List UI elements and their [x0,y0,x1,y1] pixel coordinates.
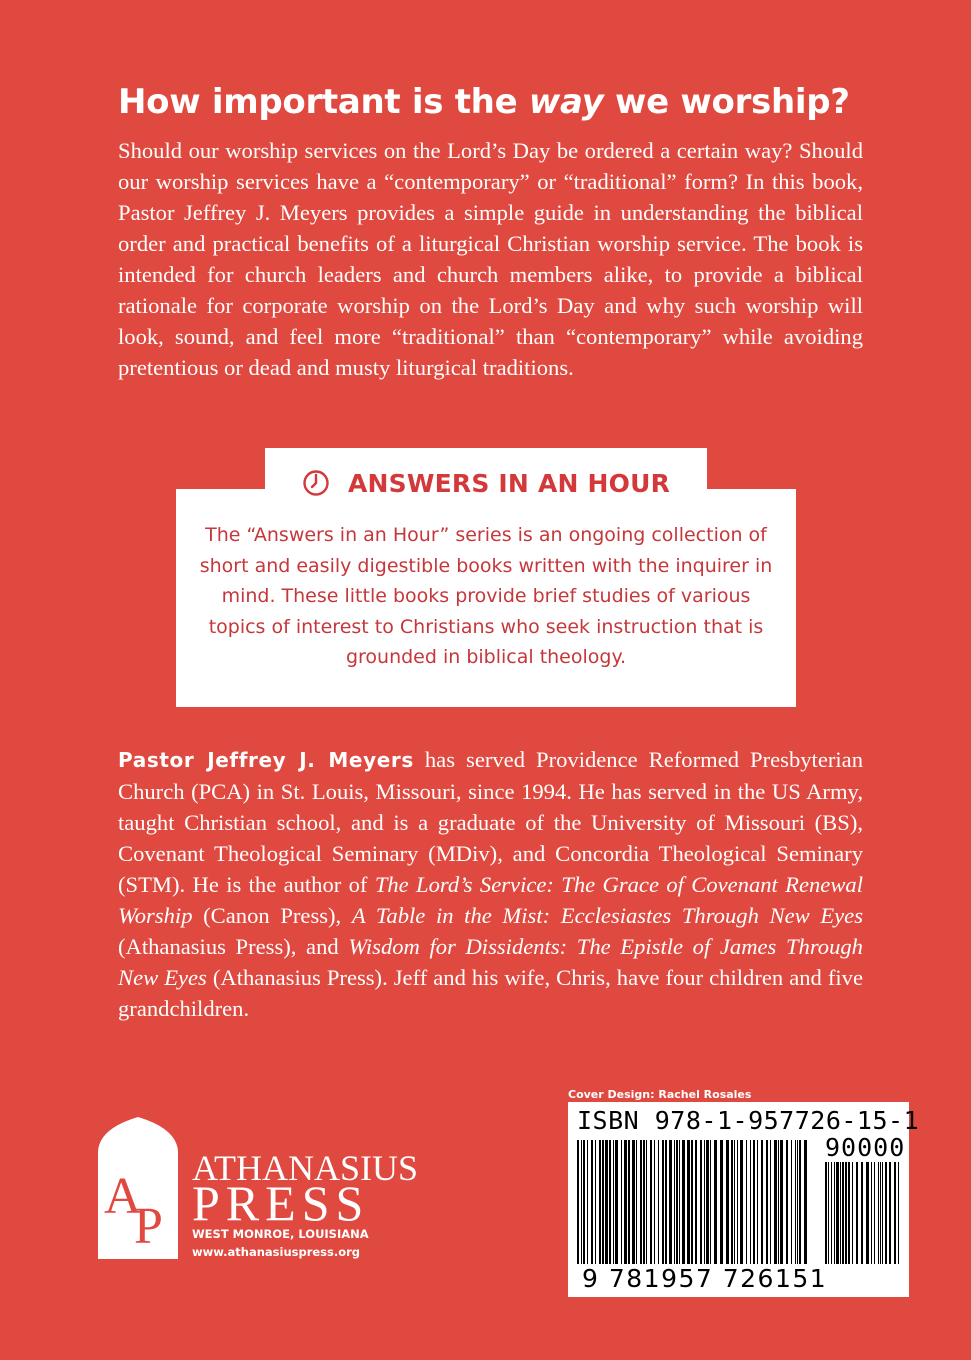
barcode-bar [804,1140,807,1264]
barcode-bar [628,1140,630,1264]
barcode-bar [605,1140,608,1264]
price-bar [885,1162,887,1264]
barcode-bar [691,1140,693,1264]
price-bar [871,1162,872,1264]
barcode-bar [643,1140,645,1264]
barcode-bar [676,1140,678,1264]
barcode-bar [737,1140,738,1264]
barcode-bar [731,1140,733,1264]
headline-part-1: How important is the [118,82,529,122]
headline-emphasis: way [528,82,604,122]
barcode-bar [761,1140,763,1264]
barcode-bar [770,1140,771,1264]
barcode-bar [650,1140,652,1264]
barcode-bar [757,1140,758,1264]
price-bar [845,1162,847,1264]
barcode-bar [583,1140,585,1264]
barcode-bar [720,1140,723,1264]
bio-text-2: (Canon Press), [192,903,352,928]
barcode-bar [615,1140,618,1264]
barcode-bar [632,1140,635,1264]
series-description: The “Answers in an Hour” series is an ongoing collection of short and easily digestible books written with the inquirer in mind. These little books provide brief studies of various topics of interest to Christians who seek instruction that is grounded in biblical theology. [199,524,773,668]
barcode-bar [734,1140,735,1264]
barcode-bar [591,1140,593,1264]
price-bar [889,1162,891,1264]
barcode-bar [766,1140,768,1264]
headline [118,82,878,122]
barcode-bar [795,1140,796,1264]
publisher-location: WEST MONROE, LOUISIANA [192,1227,369,1241]
book-title-1: The Lord’s Service: The Grace of Covenant Renewal Worship [118,872,863,928]
barcode-bar [613,1140,614,1264]
price-bar [880,1162,881,1264]
isbn-label: ISBN 978-1-957726-15-1 [577,1106,920,1135]
author-bio [118,744,863,1024]
barcode-bar [665,1140,667,1264]
price-bar [834,1162,835,1264]
series-tab [265,448,707,518]
barcode-bar [780,1140,783,1264]
price-bar [874,1162,875,1264]
publisher-name: ATHANASIUS [192,1148,419,1188]
barcode-bar [700,1140,702,1264]
barcode-bar [726,1140,729,1264]
barcode-bar [706,1140,709,1264]
price-bar [848,1162,850,1264]
logo-letter-p: P [134,1198,163,1255]
barcode-bar [599,1140,601,1264]
price-code: 90000 [825,1133,906,1162]
bio-text-4: (Athanasius Press). Jeff and his wife, Chris, have four children and five grandchildren. [118,965,863,1021]
price-bar [878,1162,879,1264]
barcode-bar [746,1140,747,1264]
bio-text-1: has served Providence Reformed Presbyterian Church (PCA) in St. Louis, Missouri, since 1994. He has served in the US Army, taught Christian school, and is a graduate of the University of Missouri (BS), Covenant Theological Seminary (MDiv), and Concordia Theological Seminary (STM). He is the author of [118,747,863,897]
barcode-bar [714,1140,717,1264]
series-title: ANSWERS IN AN HOUR [347,468,671,498]
barcode-bar [602,1140,604,1264]
book-title-2: A Table in the Mist: Ecclesiastes Through New Eyes [351,903,863,928]
barcode-bar [799,1140,801,1264]
barcode-bar [753,1140,755,1264]
cover-credit: Cover Design: Rachel Rosales [568,1088,752,1101]
barcode-bar [687,1140,690,1264]
price-bar [825,1162,827,1264]
publisher-logo [98,1117,178,1259]
publisher-press: PRESS [192,1175,370,1231]
barcode-bar [679,1140,680,1264]
price-bar [840,1162,841,1264]
clock-icon [302,469,330,497]
bio-text-3: (Athanasius Press), and [118,934,349,959]
price-bar [831,1162,832,1264]
barcode-bar [791,1140,792,1264]
barcode-bar [640,1140,642,1264]
barcode-bar [682,1140,685,1264]
author-name: Pastor Jeffrey J. Meyers [118,748,414,772]
price-bar [828,1162,829,1264]
price-bar [856,1162,858,1264]
barcode-bar [695,1140,697,1264]
book-description: Should our worship services on the Lord’s Day be ordered a certain way? Should our worship services have a “contemporary” or “traditional” form? In this book, Pastor Jeffrey J. Meyers provides a simple guide in understanding the biblical order and practical benefits of a liturgical Christian worship service. The book is intended for church leaders and church members alike, to provide a biblical rationale for corporate worship on the Lord’s Day and why such worship will look, sound, and feel more “traditional” than “contemporary” while avoiding pretentious or dead and musty liturgical traditions. [118,138,863,380]
price-bar [842,1162,844,1264]
price-bar [861,1162,863,1264]
barcode-bar [674,1140,675,1264]
logo-letter-a: A [104,1168,142,1225]
price-bar [866,1162,869,1264]
barcode-bar [774,1140,777,1264]
barcode-bar [778,1140,779,1264]
barcode-bar [609,1140,611,1264]
book-title-3: Wisdom for Dissidents: The Epistle of James Through New Eyes [118,934,863,990]
barcode-bar [797,1140,798,1264]
barcode-bar [662,1140,664,1264]
barcode-bar [646,1140,647,1264]
barcode-bar [654,1140,655,1264]
barcode-bar [595,1140,596,1264]
barcode-bar [786,1140,788,1264]
barcode-bar [704,1140,705,1264]
barcode-bars [577,1140,902,1268]
headline-part-2: we worship? [603,82,850,122]
barcode-bar [581,1140,582,1264]
barcode-bar [577,1140,579,1264]
ean-digits: 9 781957 726151 [582,1264,828,1293]
price-bar [882,1162,883,1264]
price-bar [898,1162,899,1264]
barcode-bar [750,1140,751,1264]
price-bar [836,1162,839,1264]
publisher-url: www.athanasiuspress.org [192,1245,361,1259]
barcode-bar [636,1140,637,1264]
barcode-bar [669,1140,672,1264]
price-bar [852,1162,853,1264]
barcode-bar [658,1140,659,1264]
barcode-bar [710,1140,711,1264]
barcode-bar [624,1140,627,1264]
barcode-bar [621,1140,622,1264]
price-bar [894,1162,896,1264]
barcode-bar [587,1140,588,1264]
barcode-bar [740,1140,743,1264]
